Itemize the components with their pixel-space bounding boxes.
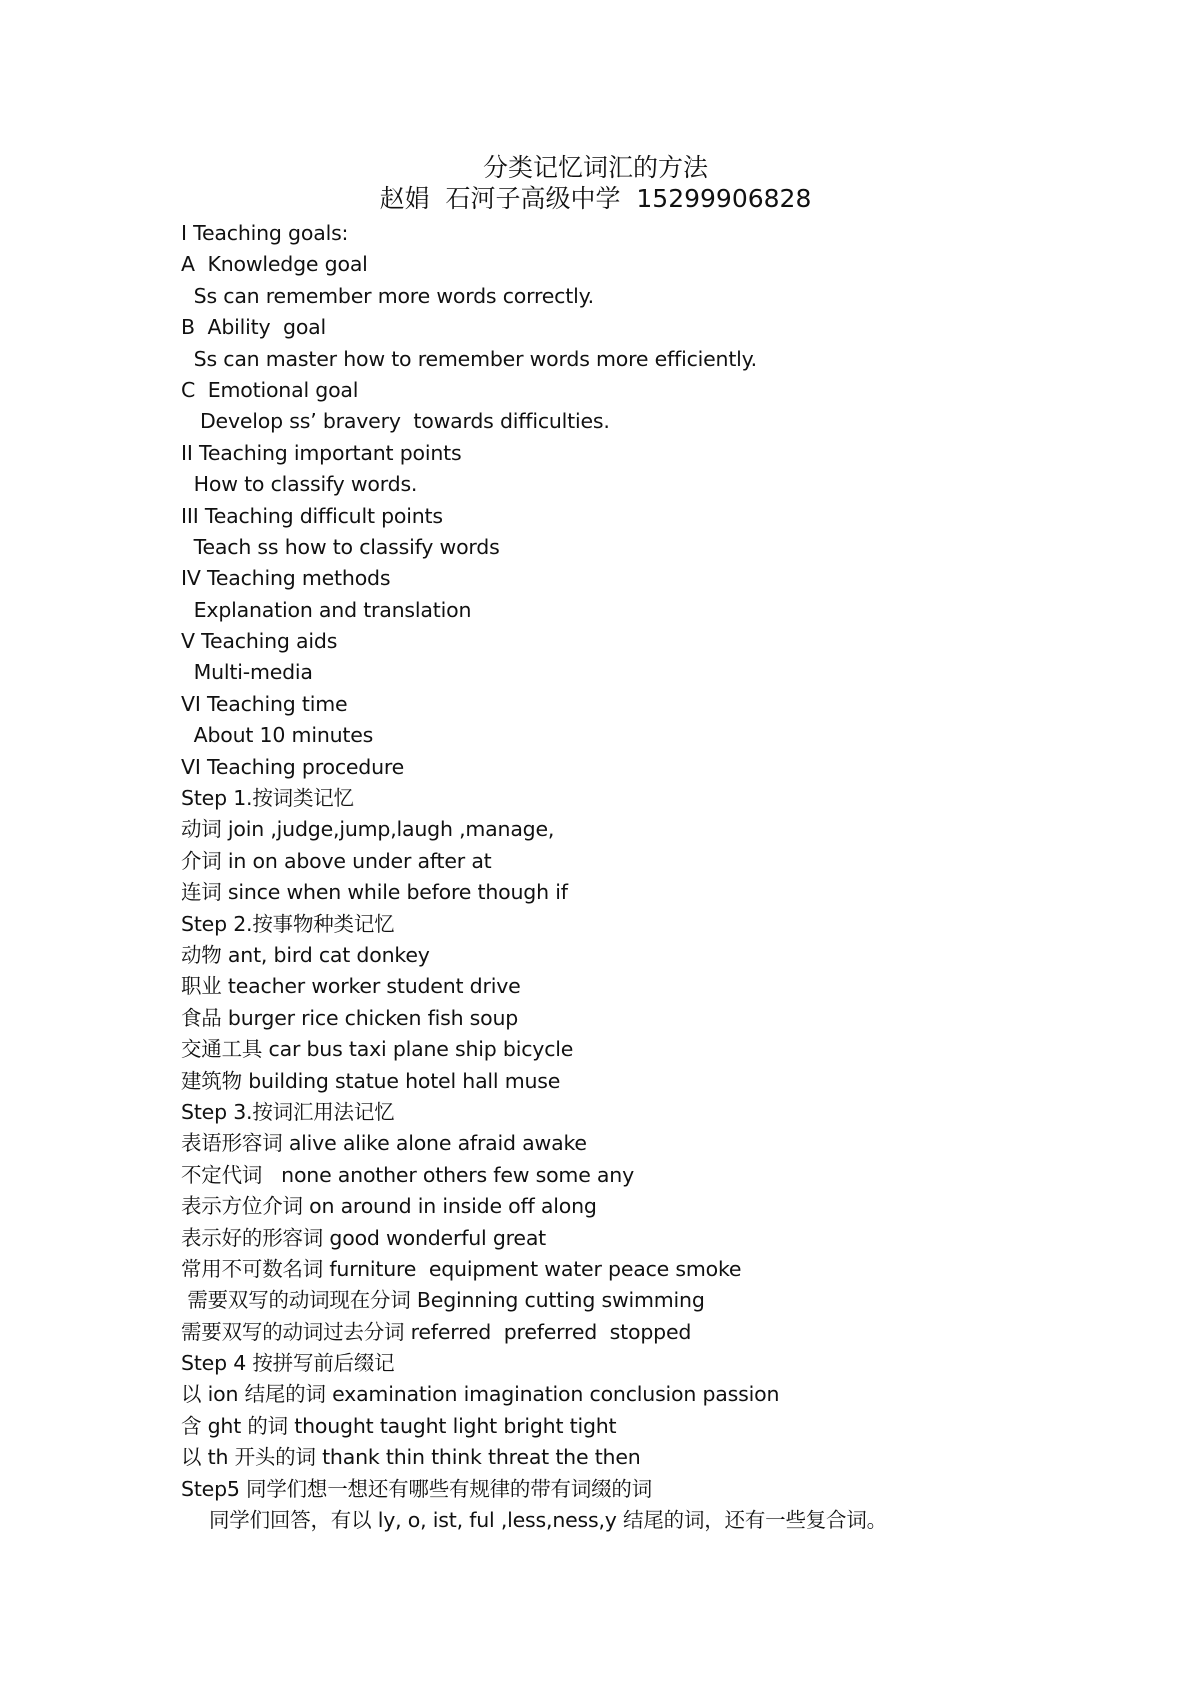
content-line: 介词 in on above under after at [181,848,492,873]
content-line: III Teaching difficult points [181,503,443,528]
content-line: 表示方位介词 on around in inside off along [181,1194,597,1219]
content-line: Step 1.按词类记忆 [181,786,354,811]
content-line: 动词 join ,judge,jump,laugh ,manage, [181,817,555,842]
content-line: 建筑物 building statue hotel hall muse [181,1068,561,1093]
content-line: V Teaching aids [181,629,338,654]
content-line: 职业 teacher worker student drive [181,974,521,999]
content-line: Teach ss how to classify words [181,534,500,559]
content-line: Ss can remember more words correctly. [181,283,594,308]
content-line: VI Teaching procedure [181,754,405,779]
content-line: 连词 since when while before though if [181,880,568,905]
document-subtitle: 赵娟 石河子高级中学 15299906828 [379,184,812,213]
content-line: About 10 minutes [181,723,374,748]
content-line: Step 4 按拼写前后缀记 [181,1351,395,1376]
content-line: 需要双写的动词现在分词 Beginning cutting swimming [181,1288,705,1313]
content-line: 需要双写的动词过去分词 referred preferred stopped [181,1319,692,1344]
content-line: I Teaching goals: [181,221,349,245]
content-line: How to classify words. [181,472,418,497]
content-line: Develop ss’ bravery towards difficulties. [181,409,610,434]
title-block [0,152,1191,214]
content-line: Step 2.按事物种类记忆 [181,911,395,936]
content-line: IV Teaching methods [181,566,391,591]
content-line: II Teaching important points [181,440,462,465]
content-line: C Emotional goal [181,377,359,402]
content-line: Step 3.按词汇用法记忆 [181,1099,395,1124]
closing-line: 同学们回答，有以 ly, o, ist, ful ,less,ness,y 结尾的词，还有一些复合词。 [209,1508,887,1533]
content-line: Ss can master how to remember words more efficiently. [181,346,757,371]
content-line: 含 ght 的词 thought taught light bright tight [181,1413,617,1438]
content-line: VI Teaching time [181,691,348,716]
content-line: 动物 ant, bird cat donkey [181,942,430,967]
document-title: 分类记忆词汇的方法 [482,153,708,182]
content-line: 食品 burger rice chicken fish soup [181,1005,519,1030]
content-line: A Knowledge goal [181,252,368,277]
content-line: 表示好的形容词 good wonderful great [181,1225,547,1250]
lesson-content [181,218,1081,1536]
content-line: 交通工具 car bus taxi plane ship bicycle [181,1037,574,1062]
content-line: Multi-media [181,660,313,685]
content-line: Explanation and translation [181,597,472,622]
content-line: 以 th 开头的词 thank thin think threat the then [181,1445,641,1470]
content-line: 不定代词 none another others few some any [181,1162,635,1187]
content-line: 以 ion 结尾的词 examination imagination conclusion passion [181,1382,780,1407]
content-line: Step5 同学们想一想还有哪些有规律的带有词缀的词 [181,1476,653,1501]
content-line: 常用不可数名词 furniture equipment water peace smoke [181,1256,742,1281]
content-line: B Ability goal [181,315,327,340]
content-line: 表语形容词 alive alike alone afraid awake [181,1131,587,1156]
